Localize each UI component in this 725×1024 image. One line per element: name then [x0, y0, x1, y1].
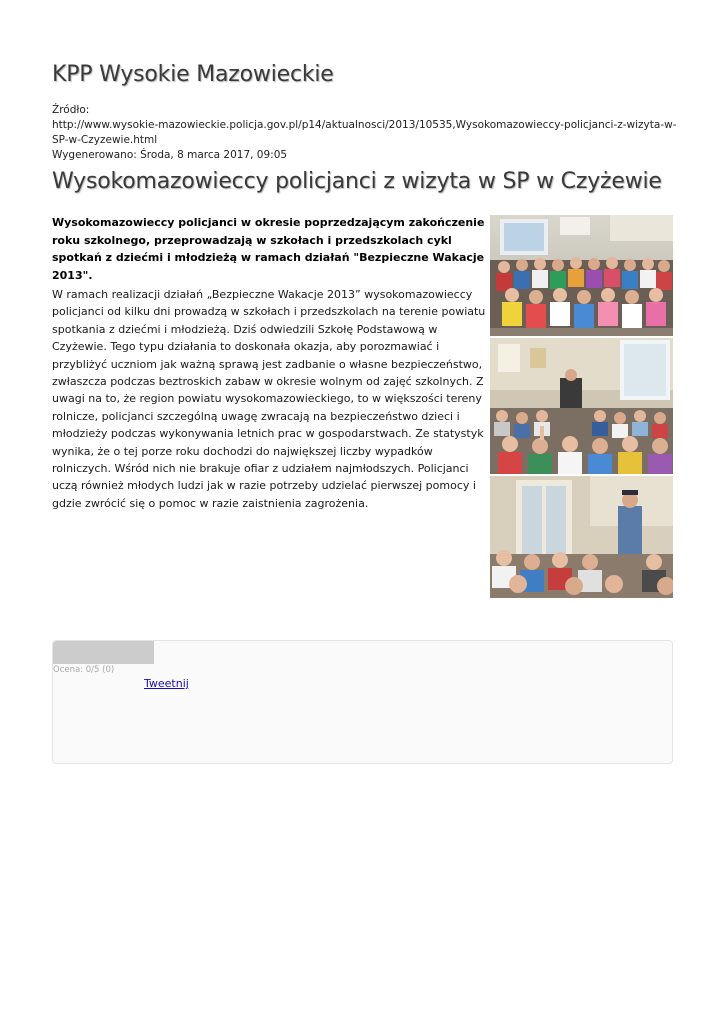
tweet-link[interactable]: Tweetnij: [144, 677, 189, 690]
photo-children-group[interactable]: [490, 215, 673, 336]
photo-classroom-officer[interactable]: [490, 338, 673, 474]
article-title: Wysokomazowieccy policjanci z wizyta w SP w Czyżewie: [52, 169, 662, 194]
article-body: W ramach realizacji działań „Bezpieczne Wakacje 2013” wysokomazowieccy policjanci od kilku dni prowadzą w szkołach i przedszkolach na terenie powiatu spotkania z dziećmi i młodzieżą. Dziś odwiedzili Szkołę Podstawową w Czyżewie. Tego typu działania to doskonała okazja, aby porozmawiać i przybliżyć uczniom jak ważną sprawą jest zadbanie o własne bezpieczeństwo, zwłaszcza podczas beztroskich zabaw w okresie wolnym od zajęć szkolnych. Z uwagi na to, że region powiatu wysokomazowieckiego, to w większości tereny rolnicze, policjanci szczególną uwagę zwracają na bezpieczeństwo dzieci i młodzieży podczas wykonywania letnich prac w gospodarstwach. Ze statystyk wynika, że o tej porze roku dochodzi do największej liczby wypadków rolniczych. Wśród nich nie brakuje ofiar z udziałem najmłodszych. Policjanci uczą również młodych ludzi jak w razie potrzeby udzielać pierwszej pomocy i gdzie zwrócić się o pomoc w razie zaistnienia zagrożenia.: [52, 288, 486, 510]
article-lead: Wysokomazowieccy policjanci w okresie poprzedzającym zakończenie roku szkolnego, przeprowadzają w szkołach i przedszkolach cykl spotkań z dziećmi i młodzieżą w ramach działań "Bezpieczne Wakacje 2013".: [52, 216, 485, 282]
rating-panel: [52, 640, 673, 764]
source-url: http://www.wysokie-mazowieckie.policja.gov.pl/p14/aktualnosci/2013/10535,Wysokomazowieccy-policjanci-z-wizyta-w-SP-w-Czyzewie.html: [52, 119, 677, 146]
article-meta: [52, 103, 677, 163]
rating-text: Ocena: 0/5 (0): [53, 665, 115, 675]
source-label: Źródło:: [52, 104, 90, 116]
rating-bar[interactable]: [53, 641, 154, 664]
photo-officer-door[interactable]: [490, 476, 673, 598]
site-title: KPP Wysokie Mazowieckie: [52, 62, 334, 87]
generated-date: Wygenerowano: Środa, 8 marca 2017, 09:05: [52, 149, 288, 161]
photo-gallery: [490, 215, 673, 600]
